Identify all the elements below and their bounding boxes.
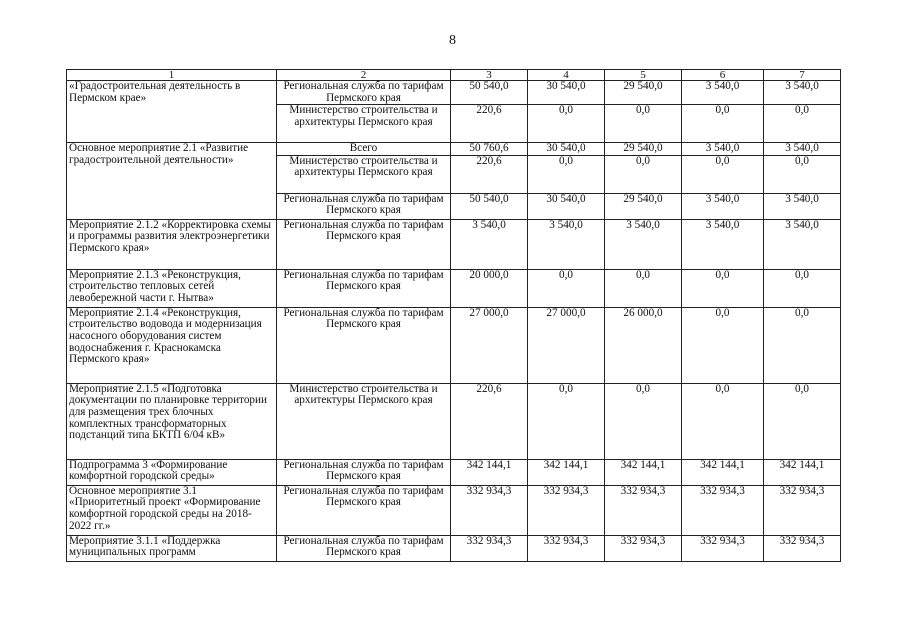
executor-cell: Региональная служба по тарифам Пермского края	[277, 485, 451, 535]
activity-name: Мероприятие 2.1.2 «Корректировка схемы и программы развития электроэнергетики Пермского края»	[67, 219, 277, 269]
value-cell: 3 540,0	[682, 219, 764, 269]
value-cell: 332 934,3	[451, 485, 528, 535]
activity-name: Подпрограмма 3 «Формирование комфортной городской среды»	[67, 459, 277, 485]
executor-cell: Министерство строительства и архитектуры Пермского края	[277, 155, 451, 193]
value-cell: 342 144,1	[451, 459, 528, 485]
column-header: 5	[605, 70, 682, 81]
activity-name: Мероприятие 2.1.5 «Подготовка документации по планировке территории для размещения трех блочных комплектных трансформаторных подстанций типа БКТП 6/04 кВ»	[67, 383, 277, 459]
value-cell: 3 540,0	[764, 193, 841, 219]
table-row	[67, 383, 841, 459]
table-row	[67, 485, 841, 535]
value-cell: 27 000,0	[528, 307, 605, 383]
value-cell: 0,0	[528, 383, 605, 459]
value-cell: 3 540,0	[682, 143, 764, 156]
value-cell: 0,0	[764, 307, 841, 383]
value-cell: 50 760,6	[451, 143, 528, 156]
value-cell: 332 934,3	[605, 535, 682, 561]
value-cell: 0,0	[764, 105, 841, 143]
executor-cell: Региональная служба по тарифам Пермского края	[277, 219, 451, 269]
executor-cell: Региональная служба по тарифам Пермского края	[277, 307, 451, 383]
table-row	[67, 269, 841, 307]
page-number: 8	[449, 33, 456, 48]
table-row	[67, 81, 841, 105]
value-cell: 0,0	[605, 105, 682, 143]
executor-cell: Региональная служба по тарифам Пермского края	[277, 459, 451, 485]
executor-cell: Региональная служба по тарифам Пермского края	[277, 81, 451, 105]
value-cell: 50 540,0	[451, 193, 528, 219]
table-row	[67, 307, 841, 383]
value-cell: 3 540,0	[764, 219, 841, 269]
value-cell: 0,0	[764, 155, 841, 193]
executor-cell: Министерство строительства и архитектуры Пермского края	[277, 383, 451, 459]
executor-cell: Региональная служба по тарифам Пермского края	[277, 535, 451, 561]
value-cell: 0,0	[682, 155, 764, 193]
value-cell: 332 934,3	[605, 485, 682, 535]
value-cell: 3 540,0	[682, 193, 764, 219]
value-cell: 332 934,3	[451, 535, 528, 561]
value-cell: 20 000,0	[451, 269, 528, 307]
value-cell: 3 540,0	[451, 219, 528, 269]
value-cell: 50 540,0	[451, 81, 528, 105]
value-cell: 3 540,0	[605, 219, 682, 269]
value-cell: 332 934,3	[528, 535, 605, 561]
value-cell: 30 540,0	[528, 143, 605, 156]
value-cell: 332 934,3	[682, 535, 764, 561]
value-cell: 0,0	[682, 105, 764, 143]
activity-name: Основное мероприятие 2.1 «Развитие градостроительной деятельности»	[67, 143, 277, 220]
value-cell: 0,0	[764, 269, 841, 307]
value-cell: 27 000,0	[451, 307, 528, 383]
value-cell: 29 540,0	[605, 81, 682, 105]
value-cell: 0,0	[528, 155, 605, 193]
value-cell: 29 540,0	[605, 143, 682, 156]
value-cell: 342 144,1	[764, 459, 841, 485]
executor-cell: Региональная служба по тарифам Пермского края	[277, 193, 451, 219]
column-header: 1	[67, 70, 277, 81]
value-cell: 332 934,3	[764, 535, 841, 561]
column-header: 3	[451, 70, 528, 81]
column-header: 4	[528, 70, 605, 81]
value-cell: 332 934,3	[528, 485, 605, 535]
value-cell: 342 144,1	[605, 459, 682, 485]
activity-name: «Градостроительная деятельность в Пермском крае»	[67, 81, 277, 143]
table-row	[67, 143, 841, 156]
column-header: 2	[277, 70, 451, 81]
table-row	[67, 459, 841, 485]
value-cell: 0,0	[528, 269, 605, 307]
executor-cell: Министерство строительства и архитектуры Пермского края	[277, 105, 451, 143]
value-cell: 0,0	[764, 383, 841, 459]
activity-name: Основное мероприятие 3.1 «Приоритетный проект «Формирование комфортной городской среды на 2018-2022 гг.»	[67, 485, 277, 535]
value-cell: 342 144,1	[682, 459, 764, 485]
value-cell: 220,6	[451, 105, 528, 143]
table-row	[67, 535, 841, 561]
value-cell: 220,6	[451, 383, 528, 459]
value-cell: 220,6	[451, 155, 528, 193]
value-cell: 0,0	[605, 383, 682, 459]
value-cell: 3 540,0	[682, 81, 764, 105]
column-header: 7	[764, 70, 841, 81]
value-cell: 3 540,0	[764, 143, 841, 156]
value-cell: 0,0	[682, 269, 764, 307]
value-cell: 3 540,0	[528, 219, 605, 269]
column-header: 6	[682, 70, 764, 81]
value-cell: 26 000,0	[605, 307, 682, 383]
activity-name: Мероприятие 3.1.1 «Поддержка муниципальных программ	[67, 535, 277, 561]
value-cell: 0,0	[605, 155, 682, 193]
value-cell: 332 934,3	[764, 485, 841, 535]
value-cell: 0,0	[605, 269, 682, 307]
table-header-row	[67, 70, 841, 81]
value-cell: 30 540,0	[528, 81, 605, 105]
executor-cell: Всего	[277, 143, 451, 156]
value-cell: 342 144,1	[528, 459, 605, 485]
activity-name: Мероприятие 2.1.4 «Реконструкция, строительство водовода и модернизация насосного оборудования систем водоснабжения г. Краснокамска Пермского края»	[67, 307, 277, 383]
budget-table	[66, 69, 841, 562]
value-cell: 0,0	[528, 105, 605, 143]
value-cell: 0,0	[682, 383, 764, 459]
value-cell: 3 540,0	[764, 81, 841, 105]
value-cell: 332 934,3	[682, 485, 764, 535]
value-cell: 29 540,0	[605, 193, 682, 219]
table-row	[67, 219, 841, 269]
value-cell: 30 540,0	[528, 193, 605, 219]
value-cell: 0,0	[682, 307, 764, 383]
activity-name: Мероприятие 2.1.3 «Реконструкция, строительство тепловых сетей левобережной части г. Нытва»	[67, 269, 277, 307]
executor-cell: Региональная служба по тарифам Пермского края	[277, 269, 451, 307]
